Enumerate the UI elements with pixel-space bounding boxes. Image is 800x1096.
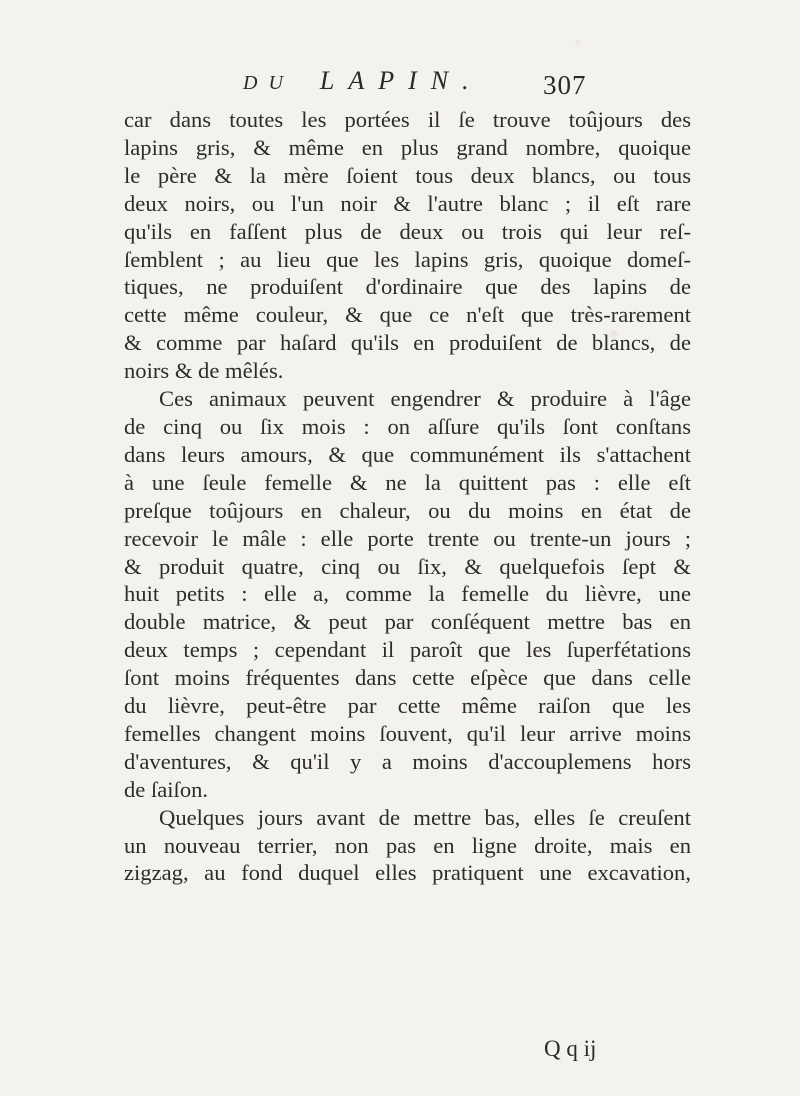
signature-mark: Q q ij bbox=[544, 1036, 597, 1061]
text-line: Quelques jours avant de mettre bas, elles ſe creuſent bbox=[159, 804, 691, 830]
text-line: ſemblent ; au lieu que les lapins gris, quoique domeſ- bbox=[124, 246, 691, 272]
text-line: tiques, ne produiſent d'ordinaire que des lapins de bbox=[124, 274, 691, 300]
text-line: deux noirs, ou l'un noir & l'autre blanc ; il eſt rare bbox=[124, 190, 691, 216]
text-line: zigzag, au fond duquel elles pratiquent une excavation, bbox=[124, 860, 691, 886]
text-line: à une ſeule femelle & ne la quittent pas : elle eſt bbox=[124, 469, 691, 495]
text-line: femelles changent moins ſouvent, qu'il leur arrive moins bbox=[124, 720, 691, 746]
body-text bbox=[124, 106, 691, 887]
text-line: ſont moins fréquentes dans cette eſpèce que dans celle bbox=[124, 665, 691, 691]
paper-stain bbox=[610, 330, 618, 338]
text-line: preſque toûjours en chaleur, ou du moins en état de bbox=[124, 497, 691, 523]
text-line: dans leurs amours, & que communément ils s'attachent bbox=[124, 441, 691, 467]
text-line: du lièvre, peut-être par cette même raiſon que les bbox=[124, 693, 691, 719]
text-line: le père & la mère ſoient tous deux blancs, ou tous bbox=[124, 162, 691, 188]
running-head bbox=[243, 66, 483, 96]
running-head-prefix: DU bbox=[243, 72, 294, 94]
text-line: recevoir le mâle : elle porte trente ou trente-un jours ; bbox=[124, 525, 691, 551]
text-line: deux temps ; cependant il paroît que les ſuperfétations bbox=[124, 637, 691, 663]
text-line: de ſaiſon. bbox=[124, 776, 209, 802]
text-line: & produit quatre, cinq ou ſix, & quelquefois ſept & bbox=[124, 553, 691, 579]
text-line: noirs & de mêlés. bbox=[124, 358, 284, 384]
text-line: un nouveau terrier, non pas en ligne droite, mais en bbox=[124, 832, 691, 858]
text-line: & comme par haſard qu'ils en produiſent de blancs, de bbox=[124, 330, 691, 356]
text-line: de cinq ou ſix mois : on aſſure qu'ils ſont conſtans bbox=[124, 413, 691, 439]
text-line: double matrice, & peut par conſéquent mettre bas en bbox=[124, 609, 691, 635]
text-line: Ces animaux peuvent engendrer & produire à l'âge bbox=[159, 386, 691, 412]
running-head-title: LAPIN. bbox=[319, 66, 483, 95]
text-line: qu'ils en faſſent plus de deux ou trois qui leur reſ- bbox=[124, 218, 691, 244]
page-number: 307 bbox=[543, 70, 587, 100]
text-line: cette même couleur, & que ce n'eſt que très-rarement bbox=[124, 302, 691, 328]
text-line: huit petits : elle a, comme la femelle du lièvre, une bbox=[124, 581, 691, 607]
text-line: car dans toutes les portées il ſe trouve toûjours des bbox=[124, 107, 691, 132]
text-line: lapins gris, & même en plus grand nombre, quoique bbox=[124, 134, 691, 160]
paper-stain bbox=[575, 40, 580, 45]
text-line: d'aventures, & qu'il y a moins d'accouplemens hors bbox=[124, 748, 691, 774]
